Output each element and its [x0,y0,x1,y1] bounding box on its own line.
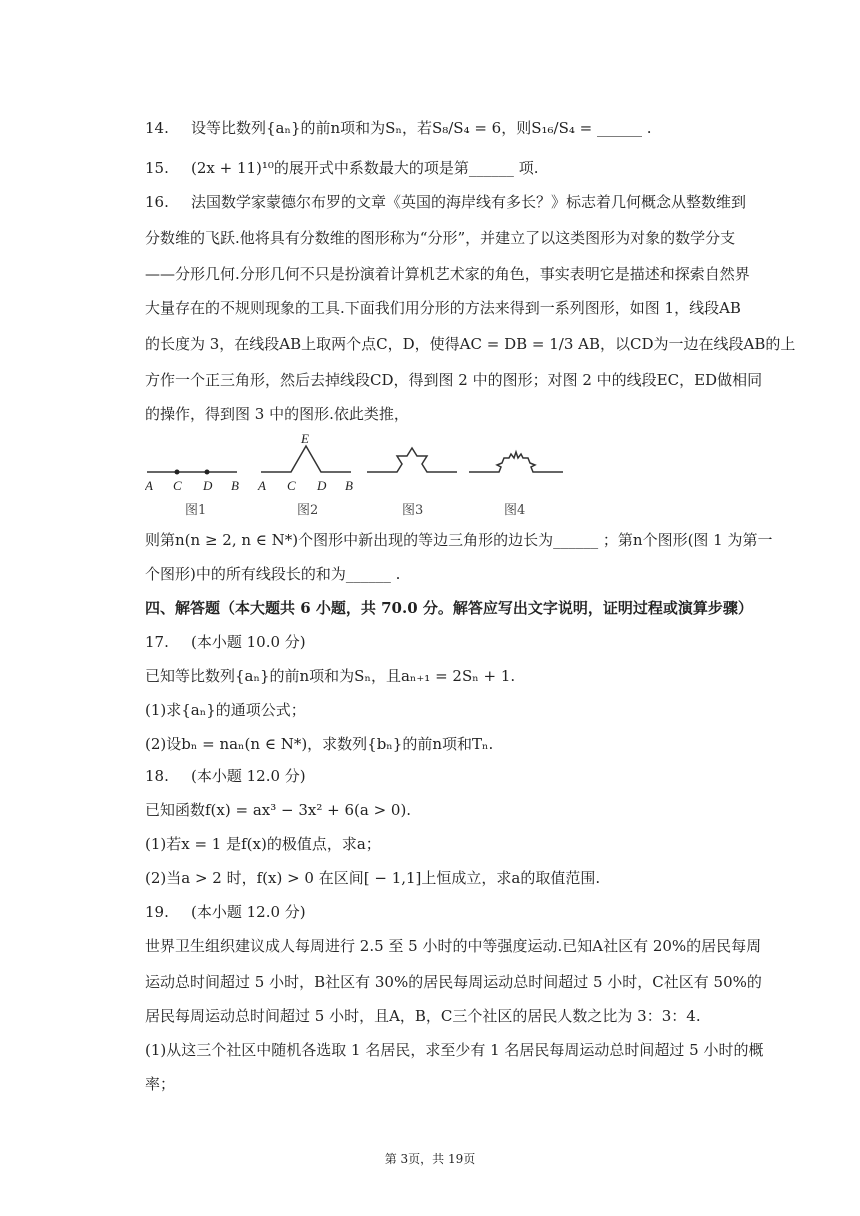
label-e: E [301,434,309,446]
question-text-line: 世界卫生组织建议成人每周进行 2.5 至 5 小时的中等强度运动.已知A社区有 20%的居民每周 [145,937,762,955]
question-text: 设等比数列{aₙ}的前n项和为Sₙ，若S₈/S₄ = 6，则S₁₆/S₄ = ______ . [191,119,652,137]
question-text-line: 已知函数f(x) = ax³ − 3x² + 6(a > 0). [145,801,412,819]
fractal-figure [145,434,565,524]
label-d: D [203,478,213,493]
question-number: 15. [145,159,169,177]
question-number: 18. [145,767,169,785]
question-text-line: 则第n(n ≥ 2, n ∈ N*)个图形中新出现的等边三角形的边长为______ ；第n个图形(图 1 为第一 [145,531,773,549]
question-score: (本小题 12.0 分) [191,903,306,921]
question-text-line: 分数维的飞跃.他将具有分数维的图形称为“分形”，并建立了以这类图形为对象的数学分支 [145,229,736,247]
question-text-line: ——分形几何.分形几何不只是扮演着计算机艺术家的角色，事实表明它是描述和探索自然界 [145,265,750,283]
question-score: (本小题 10.0 分) [191,633,306,651]
question-text-line: 法国数学家蒙德尔布罗的文章《英国的海岸线有多长？》标志着几何概念从整数维到 [191,193,747,211]
question-text-line: 的长度为 3，在线段AB上取两个点C，D，使得AC = DB = 1/3 AB，以CD为一边在线段AB的上 [145,335,796,353]
label-b: B [231,478,239,493]
figure-caption: 图2 [297,503,319,518]
question-text-line: 方作一个正三角形，然后去掉线段CD，得到图 2 中的图形；对图 2 中的线段EC，ED做相同 [145,371,763,389]
label-a: A [258,478,266,493]
question-14 [145,118,652,138]
question-text-line: 大量存在的不规则现象的工具.下面我们用分形的方法来得到一系列图形，如图 1，线段AB [145,299,741,317]
question-text-line: 率； [145,1075,176,1093]
question-score: (本小题 12.0 分) [191,767,306,785]
question-15 [145,158,538,178]
section-heading: 四、解答题（本大题共 6 小题，共 70.0 分。解答应写出文字说明，证明过程或演算步骤） [145,599,753,617]
question-number: 17. [145,633,169,651]
question-text-line: (1)求{aₙ}的通项公式； [145,701,306,719]
label-b: B [345,478,353,493]
question-text-line: 已知等比数列{aₙ}的前n项和为Sₙ，且aₙ₊₁ = 2Sₙ + 1. [145,667,516,685]
question-text: (2x + 11)¹⁰的展开式中系数最大的项是第______ 项. [191,159,539,177]
figure-caption: 图3 [402,503,424,518]
label-d: D [317,478,327,493]
question-text-line: (1)从这三个社区中随机各选取 1 名居民，求至少有 1 名居民每周运动总时间超过 5 小时的概 [145,1041,764,1059]
page-footer: 第 3页，共 19页 [384,1152,476,1166]
question-number: 16. [145,193,169,211]
label-a: A [145,478,153,493]
figure-caption: 图4 [504,503,526,518]
figure-caption: 图1 [185,503,207,518]
question-text-line: 的操作，得到图 3 中的图形.依此类推， [145,405,409,423]
question-text-line: (2)设bₙ = naₙ(n ∈ N*)，求数列{bₙ}的前n项和Tₙ. [145,735,494,753]
question-text-line: (2)当a > 2 时，f(x) > 0 在区间[ − 1,1]上恒成立，求a的取值范围. [145,869,601,887]
question-text-line: (1)若x = 1 是f(x)的极值点，求a； [145,835,381,853]
question-number: 19. [145,903,169,921]
question-text-line: 居民每周运动总时间超过 5 小时，且A，B，C三个社区的居民人数之比为 3：3：4. [145,1007,701,1025]
question-number: 14. [145,119,169,137]
question-text-line: 运动总时间超过 5 小时，B社区有 30%的居民每周运动总时间超过 5 小时，C社区有 50%的 [145,973,762,991]
label-c: C [287,478,296,493]
label-c: C [173,478,182,493]
question-text-line: 个图形)中的所有线段长的和为______ . [145,565,401,583]
